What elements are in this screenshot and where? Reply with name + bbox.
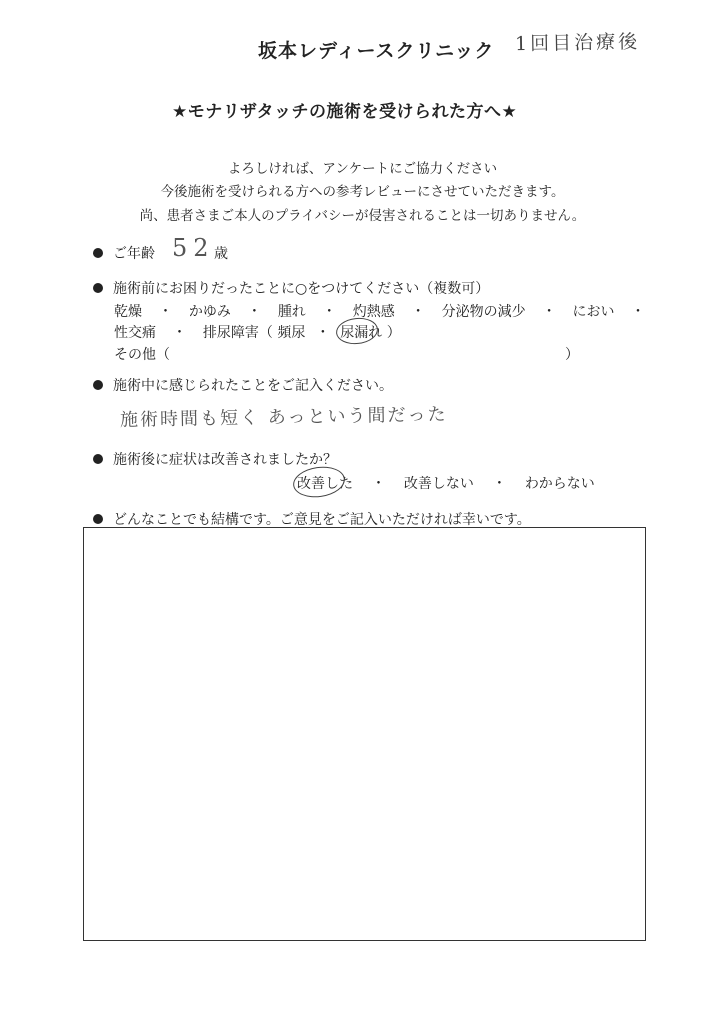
option-itch[interactable]: かゆみ bbox=[188, 304, 231, 320]
question-during bbox=[93, 375, 393, 395]
age-answer[interactable]: 52 bbox=[172, 234, 215, 262]
option-swelling[interactable]: 腫れ bbox=[277, 304, 306, 320]
question-after bbox=[93, 449, 337, 469]
bullet-icon bbox=[93, 454, 103, 464]
survey-title: ★モナリザタッチの施術を受けられた方へ★ bbox=[172, 102, 518, 122]
option-burning[interactable]: 灼熱感 bbox=[352, 304, 395, 320]
bullet-icon bbox=[93, 283, 103, 293]
separator: ・ bbox=[315, 325, 330, 341]
other-close: ） bbox=[565, 347, 579, 363]
bullet-icon bbox=[93, 380, 103, 390]
age-label: ご年齢 bbox=[113, 246, 155, 262]
option-frequent-urination[interactable]: 頻尿 bbox=[277, 325, 306, 341]
comments-answer-box[interactable] bbox=[83, 527, 646, 941]
close-paren: ） bbox=[386, 325, 401, 341]
separator: ・ bbox=[247, 304, 262, 320]
option-unknown[interactable]: わからない bbox=[524, 476, 595, 492]
option-improved[interactable]: 改善した bbox=[297, 476, 353, 492]
clinic-name: 坂本レディースクリニック bbox=[258, 40, 495, 62]
separator: ・ bbox=[158, 304, 173, 320]
concerns-other bbox=[114, 344, 170, 364]
bullet-icon bbox=[93, 248, 103, 258]
concerns-label: 施術前にお困りだったことに○をつけてください（複数可） bbox=[113, 281, 490, 297]
option-discharge-decrease[interactable]: 分泌物の減少 bbox=[441, 304, 526, 320]
question-age bbox=[93, 243, 155, 263]
separator: ・ bbox=[492, 476, 507, 492]
option-odor[interactable]: におい bbox=[572, 304, 615, 320]
separator: ・ bbox=[322, 304, 337, 320]
other-label: その他（ bbox=[114, 347, 170, 363]
during-label: 施術中に感じられたことをご記入ください。 bbox=[113, 378, 393, 394]
intro-line-3: 尚、患者さまご本人のプライバシーが侵害されることは一切ありません。 bbox=[139, 208, 586, 224]
during-answer[interactable]: 施術時間も短く あっという間だった bbox=[119, 404, 448, 431]
separator: ・ bbox=[172, 325, 187, 341]
option-not-improved[interactable]: 改善しない bbox=[403, 476, 474, 492]
after-label: 施術後に症状は改善されましたか？ bbox=[113, 452, 337, 468]
bullet-icon bbox=[93, 514, 103, 524]
option-dryness[interactable]: 乾燥 bbox=[114, 304, 142, 320]
option-urination-disorder: 排尿障害（ bbox=[202, 325, 273, 341]
separator: ・ bbox=[542, 304, 557, 320]
separator: ・ bbox=[371, 476, 386, 492]
age-unit: 歳 bbox=[214, 246, 228, 262]
separator: ・ bbox=[630, 304, 645, 320]
selection-circle bbox=[291, 464, 347, 501]
intro-line-1: よろしければ、アンケートにご協力ください bbox=[227, 161, 498, 177]
option-dyspareunia[interactable]: 性交痛 bbox=[114, 325, 156, 341]
intro-line-2: 今後施術を受けられる方への参考レビューにさせていただきます。 bbox=[160, 184, 565, 200]
comments-label: どんなことでも結構です。ご意見をご記入いただければ幸いです。 bbox=[113, 512, 531, 528]
concerns-row-1 bbox=[114, 301, 645, 321]
handwritten-note: 1回目治療後 bbox=[514, 30, 641, 56]
question-concerns bbox=[93, 278, 489, 298]
option-urine-leakage[interactable]: 尿漏れ bbox=[340, 325, 383, 341]
question-comments bbox=[93, 509, 531, 529]
separator: ・ bbox=[411, 304, 426, 320]
